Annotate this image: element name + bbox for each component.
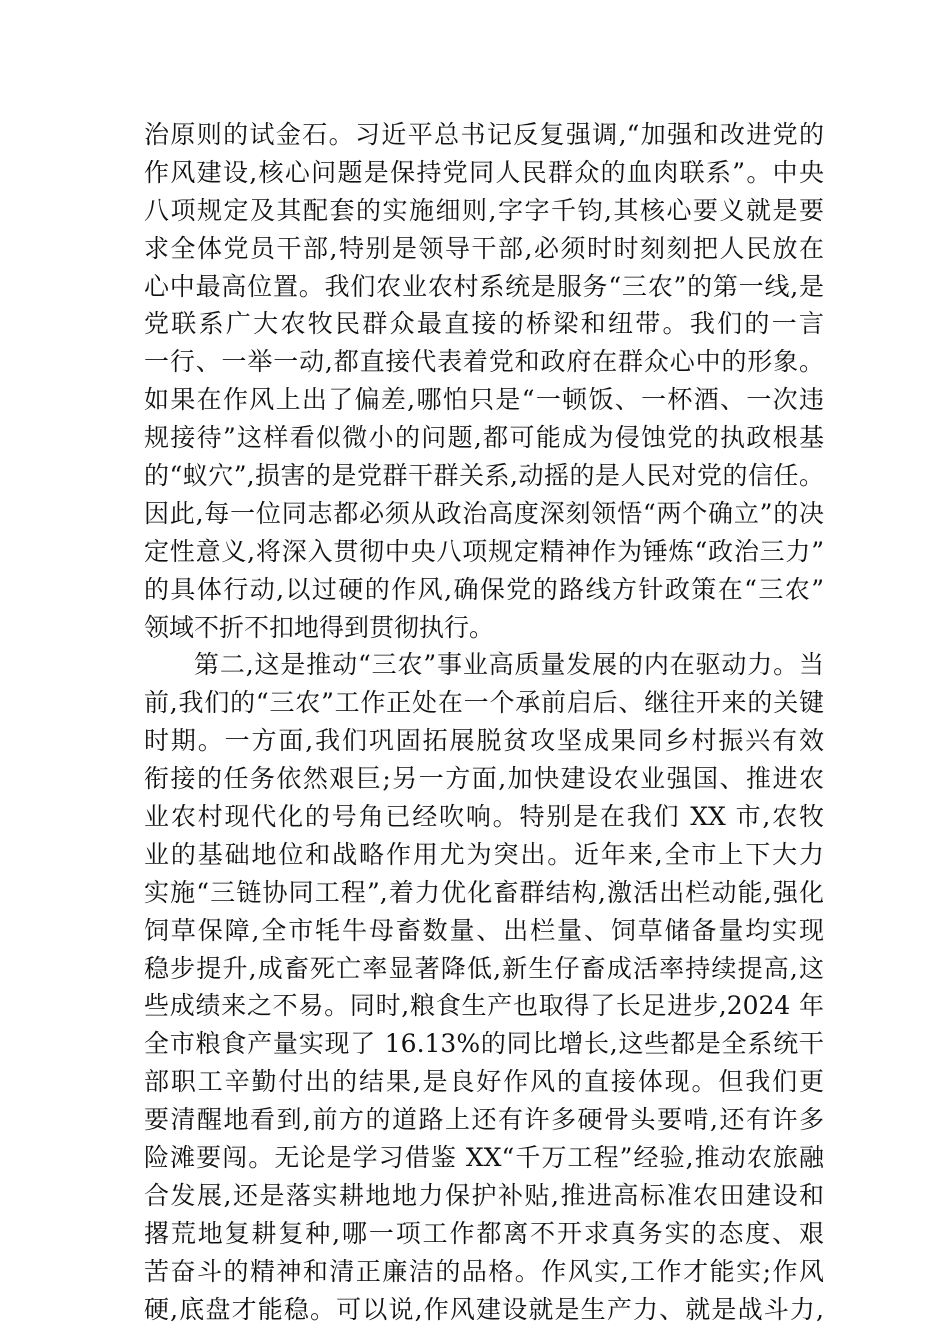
text-line: 治原则的试金石。习近平总书记反复强调,“加强和改进党的 xyxy=(144,120,824,149)
text-line: 第二,这是推动“三农”事业高质量发展的内在驱动力。当 xyxy=(194,650,824,680)
text-line: 些成绩来之不易。同时,粮食生产也取得了长足进步,2024 年 xyxy=(144,991,824,1021)
text-line: 硬,底盘才能稳。可以说,作风建设就是生产力、就是战斗力, xyxy=(144,1294,824,1324)
text-line: 心中最高位置。我们农业农村系统是服务“三农”的第一线,是 xyxy=(144,271,824,301)
text-line: 时期。一方面,我们巩固拓展脱贫攻坚成果同乡村振兴有效 xyxy=(144,726,824,756)
text-line: 党联系广大农牧民群众最直接的桥梁和纽带。我们的一言 xyxy=(144,309,824,339)
text-line: 求全体党员干部,特别是领导干部,必须时时刻刻把人民放在 xyxy=(144,233,824,263)
text-line: 实施“三链协同工程”,着力优化畜群结构,激活出栏动能,强化 xyxy=(144,877,824,907)
text-line: 前,我们的“三农”工作正处在一个承前启后、继往开来的关键 xyxy=(144,688,824,718)
text-line: 合发展,还是落实耕地地力保护补贴,推进高标准农田建设和 xyxy=(144,1180,824,1210)
text-line: 八项规定及其配套的实施细则,字字千钧,其核心要义就是要 xyxy=(144,195,824,225)
text-line: 规接待”这样看似微小的问题,都可能成为侵蚀党的执政根基 xyxy=(144,423,824,453)
text-line: 作风建设,核心问题是保持党同人民群众的血肉联系”。中央 xyxy=(144,157,824,187)
body-text xyxy=(144,116,824,1329)
text-line: 饲草保障,全市牦牛母畜数量、出栏量、饲草储备量均实现 xyxy=(144,915,824,945)
text-line: 业的基础地位和战略作用尤为突出。近年来,全市上下大力 xyxy=(144,839,824,869)
text-line: 一行、一举一动,都直接代表着党和政府在群众心中的形象。 xyxy=(144,347,824,377)
text-line: 如果在作风上出了偏差,哪怕只是“一顿饭、一杯酒、一次违 xyxy=(144,385,824,415)
text-line: 部职工辛勤付出的结果,是良好作风的直接体现。但我们更 xyxy=(144,1067,824,1097)
text-line: 的具体行动,以过硬的作风,确保党的路线方针政策在“三农” xyxy=(144,574,824,604)
text-line: 定性意义,将深入贯彻中央八项规定精神作为锤炼“政治三力” xyxy=(144,536,824,566)
text-line: 要清醒地看到,前方的道路上还有许多硬骨头要啃,还有许多 xyxy=(144,1105,824,1135)
text-line: 因此,每一位同志都必须从政治高度深刻领悟“两个确立”的决 xyxy=(144,498,824,528)
text-line: 衔接的任务依然艰巨;另一方面,加快建设农业强国、推进农 xyxy=(144,764,824,794)
text-line: 撂荒地复耕复种,哪一项工作都离不开求真务实的态度、艰 xyxy=(144,1218,824,1248)
text-line: 全市粮食产量实现了 16.13%的同比增长,这些都是全系统干 xyxy=(144,1029,824,1059)
text-line: 稳步提升,成畜死亡率显著降低,新生仔畜成活率持续提高,这 xyxy=(144,953,824,983)
text-line: 业农村现代化的号角已经吹响。特别是在我们 XX 市,农牧 xyxy=(144,802,824,832)
text-line: 苦奋斗的精神和清正廉洁的品格。作风实,工作才能实;作风 xyxy=(144,1256,824,1286)
text-line: 的“蚁穴”,损害的是党群干群关系,动摇的是人民对党的信任。 xyxy=(144,461,824,491)
text-line: 险滩要闯。无论是学习借鉴 XX“千万工程”经验,推动农旅融 xyxy=(144,1143,824,1173)
text-line: 领域不折不扣地得到贯彻执行。 xyxy=(144,612,495,642)
